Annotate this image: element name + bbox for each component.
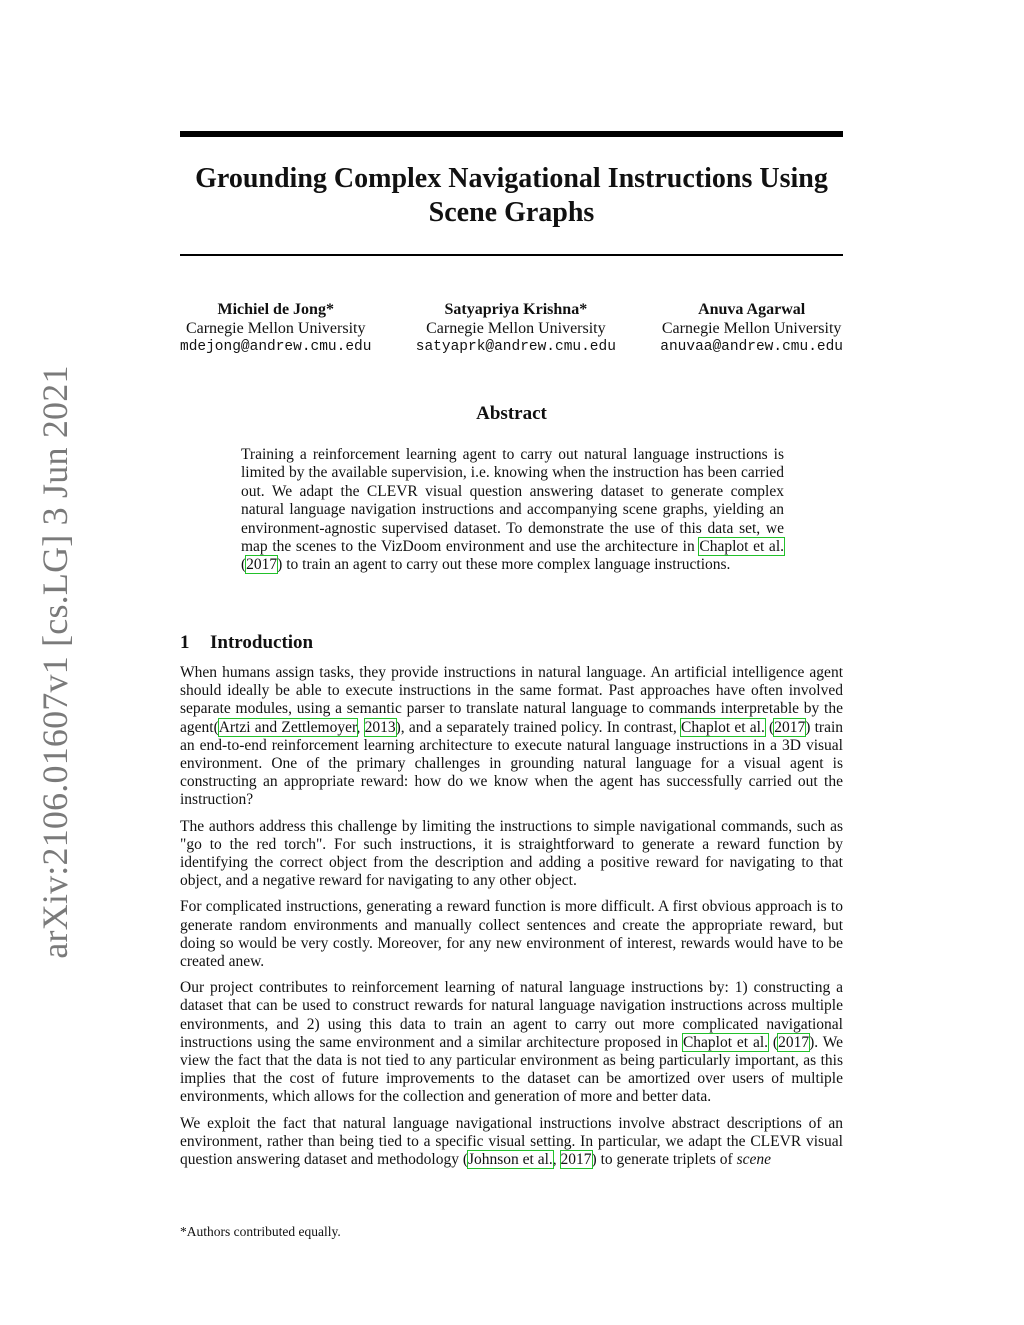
section-heading-introduction [180, 632, 313, 654]
section-title: Introduction [210, 632, 314, 653]
paragraph-text: When humans assign tasks, they provide instructions in natural language. An artificial intelligence agent should ideally be able to execute instructions in the same format. Past approaches have often involved separate modules, using a semantic parser to translate natural language to commands interpretable by the agent( [180, 664, 843, 736]
author-1 [180, 300, 371, 357]
citation-link[interactable]: Johnson et al. [467, 1151, 553, 1169]
author-name: Anuva Agarwal [698, 301, 806, 318]
author-email: satyaprk@andrew.cmu.edu [415, 339, 616, 355]
author-2 [416, 300, 616, 357]
paragraph-text: train an end-to-end reinforcement learning architecture to execute natural language instructions in a 3D visual environment. One of the primary challenges in grounding natural language for a visual agent is constructing an appropriate reward: how do we know when the agent has successfully carried out the instruction? [180, 718, 844, 809]
author-name: Satyapriya Krishna* [444, 301, 588, 318]
paragraph-text: ), and a separately trained policy. In contrast, [395, 718, 682, 736]
abstract-heading: Abstract [476, 403, 547, 424]
citation-year-link[interactable]: 2017 [778, 1033, 810, 1051]
abstract-text-part: to train an agent to carry out these more complex language instructions. [282, 556, 731, 574]
author-3 [660, 300, 843, 357]
italic-term: scene [736, 1151, 772, 1169]
paragraph: Our project contributes to reinforcement learning of natural language instructions by: 1) constructing a dataset that can be used to construct rewards for natural language navigation instructions across multiple environments, and 2) using this data to train an agent to carry out more complicated navigational instructions using the same environment and a similar architecture proposed in Chaplot et al. (2017). We view the fact that the data is not tied to any particular environment as being particularly important, as this implies that the cost of future improvements to the dataset can be amortized over users of multiple environments, which allows for the collection and generation of more and better data. [180, 979, 844, 1106]
author-affiliation: Carnegie Mellon University [426, 320, 606, 337]
citation-link[interactable]: Artzi and Zettlemoyer [218, 718, 357, 736]
author-affiliation: Carnegie Mellon University [661, 320, 842, 337]
introduction-body [180, 664, 843, 1177]
author-email: anuvaa@andrew.cmu.edu [660, 339, 843, 355]
author-block [180, 300, 843, 357]
paragraph-text: . We view the fact that the data is not tied to any particular environment as being particularly important, as this implies that the cost of future improvements to the dataset can be amortized over users of multiple environments, which allows for the collection and generation of more and better data. [180, 1033, 844, 1106]
citation-link[interactable]: Chaplot et al. [699, 538, 784, 556]
arxiv-identifier: arXiv:2106.01607v1 [cs.LG] 3 Jun 2021 [35, 365, 75, 959]
paragraph: We exploit the fact that natural language navigational instructions involve abstract descriptions of an environment, rather than being tied to a specific visual setting. In particular, we adapt the CLEVR visual question answering dataset and methodology (Johnson et al., 2017) to generate triplets of scene [180, 1114, 843, 1169]
footnote: *Authors contributed equally. [180, 1224, 341, 1239]
paragraph-text: We exploit the fact that natural language navigational instructions involve abstract descriptions of an environment, rather than being tied to a specific visual setting. In particular, we adapt the CLEVR visual question answering dataset and methodology ( [180, 1114, 843, 1169]
citation-year-link[interactable]: 2017 [246, 556, 278, 574]
paper-title: Grounding Complex Navigational Instructions Using Scene Graphs [195, 163, 828, 228]
paragraph: When humans assign tasks, they provide instructions in natural language. An artificial intelligence agent should ideally be able to execute instructions in the same format. Past approaches have often involved separate modules, using a semantic parser to translate natural language to commands interpretable by the agent(Artzi and Zettlemoyer, 2013), and a separately trained policy. In contrast, Chaplot et al. (2017) train an end-to-end reinforcement learning architecture to execute natural language instructions in a 3D visual environment. One of the primary challenges in grounding natural language for a visual agent is constructing an appropriate reward: how do we know when the agent has successfully carried out the instruction? [180, 664, 844, 809]
title-top-rule [180, 131, 843, 137]
paragraph-text: Our project contributes to reinforcement learning of natural language instructions by: 1) constructing a dataset that can be used to construct rewards for natural language navigation instructions across multiple environments, and 2) using this data to train an agent to carry out more complicated navigational instructions using the same environment and a similar architecture proposed in [180, 979, 843, 1051]
citation-year-link[interactable]: 2017 [774, 718, 806, 736]
author-email: mdejong@andrew.cmu.edu [180, 339, 372, 355]
abstract-text: Training a reinforcement learning agent to carry out natural language instructions is limited by the available supervision, i.e. knowing when the instruction has been carried out. We adapt the CLEVR visual question answering dataset to generate complex natural language navigation instructions and accompanying scene graphs, yielding an environment-agnostic supervised dataset. To demonstrate the use of this data set, we map the scenes to the VizDoom environment and use the architecture in Chaplot et al. (2017) to train an agent to carry out these more complex language instructions. [241, 446, 784, 574]
section-number: 1 [180, 632, 190, 653]
citation-year-link[interactable]: 2017 [560, 1151, 592, 1169]
citation-year-link[interactable]: 2013 [364, 718, 396, 736]
abstract-text-part: Training a reinforcement learning agent to carry out natural language instructions is limited by the available supervision, i.e. knowing when the instruction has been carried out. We adapt the CLEVR visual question answering dataset to generate complex natural language navigation instructions and accompanying scene graphs, yielding an environment-agnostic supervised dataset. To demonstrate the use of this data set, we map the scenes to the VizDoom environment and use the architecture in [241, 446, 784, 556]
citation-link[interactable]: Chaplot et al. [681, 718, 765, 736]
paragraph: The authors address this challenge by limiting the instructions to simple navigational commands, such as "go to the red torch". For such instructions, it is straightforward to generate a reward function by identifying the correct object from the description and adding a positive reward for navigating to that object, and a negative reward for navigating to any other object. [180, 817, 843, 890]
paragraph-text: ) to generate triplets of [591, 1151, 737, 1169]
citation-link[interactable]: Chaplot et al. [682, 1033, 769, 1051]
author-affiliation: Carnegie Mellon University [185, 320, 366, 337]
paragraph: For complicated instructions, generating a reward function is more difficult. A first obvious approach is to generate random environments and manually collect sentences and create the appropriate reward, but doing so would be very costly. Moreover, for any new environment of interest, rewards would have to be created anew. [180, 898, 843, 971]
title-bottom-rule [180, 254, 843, 256]
author-name: Michiel de Jong* [217, 301, 334, 318]
